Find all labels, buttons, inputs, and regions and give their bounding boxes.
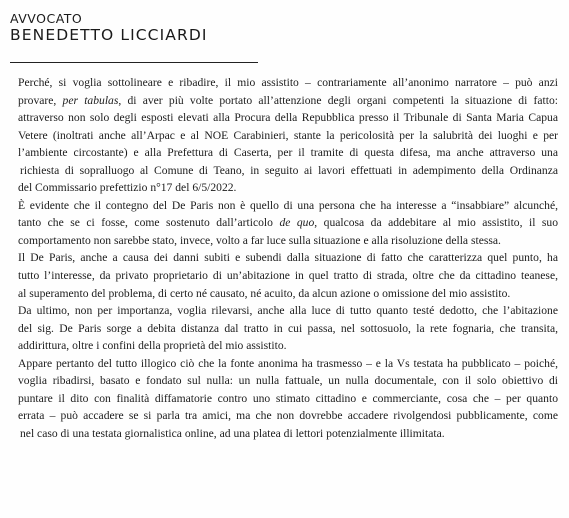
text-segment: tanto che se ci fosse, come sostenuto dall’articolo (18, 216, 280, 230)
text-line: al superamento del problema, di certo né causato, né acuito, da alcun azione o omissione del mio assistito. (18, 286, 511, 300)
letterhead-title: AVVOCATO (10, 11, 83, 26)
text-line: Il De Paris, anche a causa dei danni subiti e subendi dalla situazione di fatto che caratterizza quel punto, ha (18, 251, 558, 265)
letterhead (10, 12, 208, 44)
text-line: nel caso di una testata giornalistica online, ad una platea di lettori potenzialmente illimitata. (20, 426, 445, 440)
text-line: Appare pertanto del tutto illogico ciò che la fonte anonima ha trasmesso – e la Vs testata ha pubblicato – poiché, (18, 356, 558, 370)
paragraph-1 (18, 74, 558, 197)
text-line: l’ambiente circostante) e alla Prefettura di Caserta, per il tramite di questa difesa, ma anche attraverso una (18, 146, 558, 160)
text-line: addirittura, oltre i confini della proprietà del mio assistito. (18, 339, 287, 353)
text-line: voglia ribadirsi, basato e fondato sul nulla: un nulla fattuale, un nulla documentale, con il solo obiettivo di (18, 374, 558, 388)
text-line: comportamento non sarebbe stato, invece, volto a far luce sulla situazione e alla risoluzione della stessa. (18, 233, 501, 247)
italic-latin-phrase: de quo (279, 216, 315, 230)
text-line: tutto l’interesse, da privato proprietario di un’abitazione in quel tratto di strada, oltre che da cittadino teanese, (18, 269, 558, 283)
text-line: Vetere (inoltrati anche all’Arpac e al NOE Carabinieri, stante la pericolosità per la salubrità dei luoghi e per (18, 128, 558, 142)
paragraph-5 (18, 355, 558, 443)
paragraph-2 (18, 197, 558, 250)
text-segment: provare, (18, 93, 63, 107)
text-line: È evidente che il contegno del De Paris non è quello di una persona che ha interesse a “insabbiare” alcunché, (18, 198, 558, 212)
text-line (18, 214, 558, 232)
letter-body (18, 74, 558, 442)
text-line: errata – può accadere se si parla tra amici, ma che non dovrebbe accadere rivolgendosi pubblicamente, come (18, 409, 558, 423)
text-line: richiesta di sopralluogo al Comune di Teano, in seguito ai lavori effettuati in adempimento della Ordinanza (20, 163, 558, 177)
text-line: del Commissario prefettizio n°17 del 6/5/2022. (18, 181, 237, 195)
text-line: del sig. De Paris sorge a debita distanza dal tratto in cui passa, nel sottosuolo, la rete fognaria, che transita, (18, 321, 558, 335)
text-line: Da ultimo, non per importanza, voglia rilevarsi, anche alla luce di tutto quanto testé dedotto, che l’abitazione (18, 304, 558, 318)
text-line: attraverso non solo degli esposti elevati alla Procura della Repubblica presso il Tribunale di Santa Maria Capua (18, 111, 558, 125)
paragraph-3 (18, 249, 558, 302)
letterhead-name: BENEDETTO LICCIARDI (10, 26, 208, 44)
paragraph-4 (18, 302, 558, 355)
text-line: puntare il dito con finalità diffamatorie contro uno stimato cittadino e commerciante, cosa che – per quanto (18, 391, 558, 405)
text-line (18, 92, 558, 110)
italic-latin-phrase: per tabulas (62, 93, 119, 107)
text-segment: , di aver più volte portato all’attenzione degli organi competenti la situazione di fatto: (118, 93, 558, 107)
header-rule (10, 62, 258, 63)
text-line: Perché, si voglia sottolineare e ribadire, il mio assistito – contrariamente all’anonimo narratore – può anzi (18, 76, 558, 89)
text-segment: , qualcosa da addebitare al mio assistito, il suo (314, 216, 558, 230)
